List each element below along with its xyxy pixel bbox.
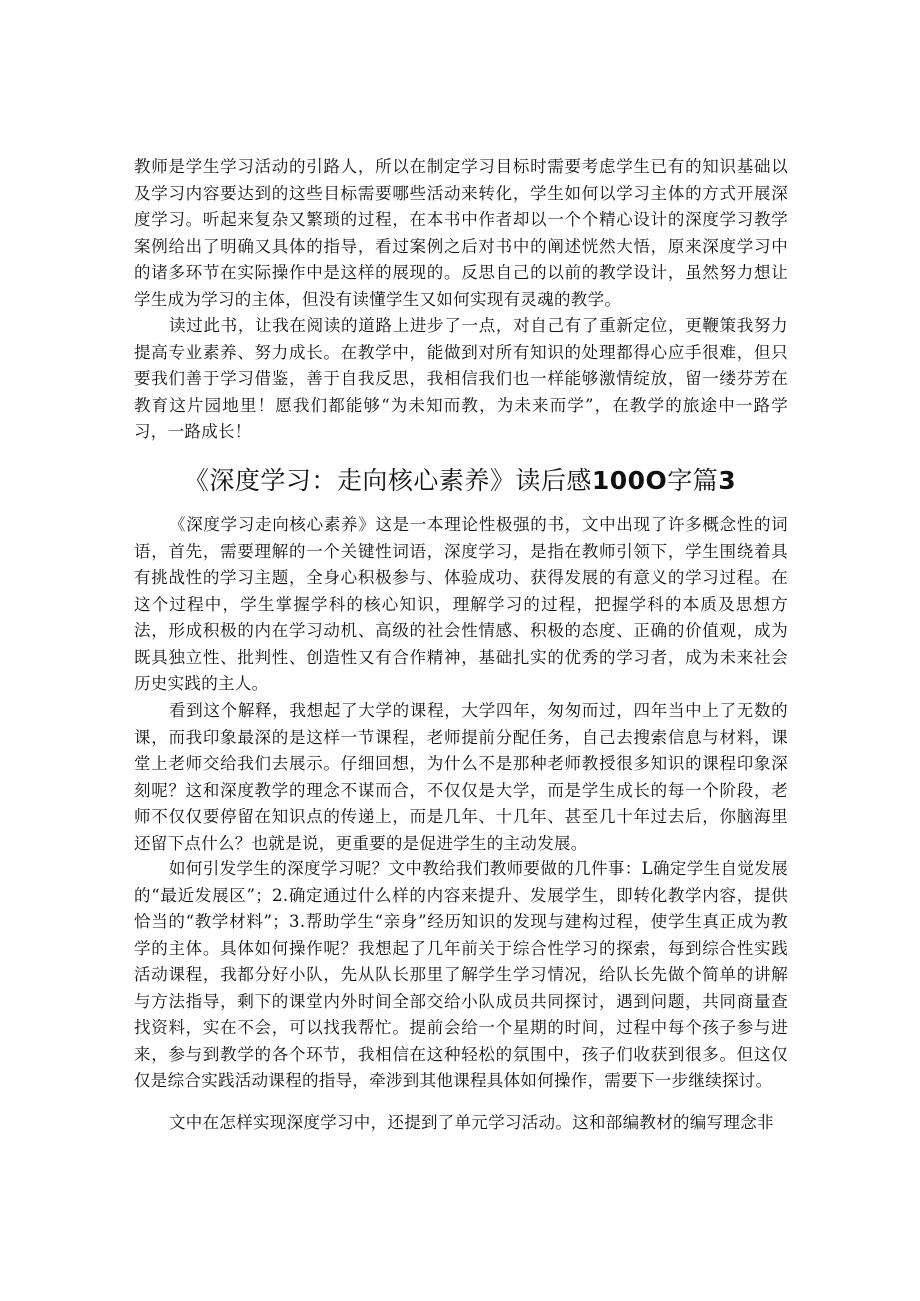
heading-prefix: 《深度学习：走向核心素养》读后感 [183, 466, 592, 495]
paragraph-4: 看到这个解释，我想起了大学的课程，大学四年，匆匆而过，四年当中上了无数的课，而我印象最深的是这样一节课程，老师提前分配任务，自己去搜索信息与材料，课堂上老师交给我们去展示。仔细回想，为什么不是那种老师教授很多知识的课程印象深刻呢？这和深度教学的理念不谋而合，不仅仅是大学，而是学生成长的每一个阶段，老师不仅仅要停留在知识点的传递上，而是几年、十几年、甚至几十年过去后，你脑海里还留下点什么？也就是说，更重要的是促进学生的主动发展。 [134, 701, 788, 853]
heading-middle: 字篇 [667, 466, 719, 495]
paragraph-6: 文中在怎样实现深度学习中，还提到了单元学习活动。这和部编教材的编写理念非 [169, 1113, 774, 1132]
paragraph-3: 《深度学习走向核心素养》这是一本理论性极强的书，文中出现了许多概念性的词语，首先，需要理解的一个关键性词语，深度学习，是指在教师引领下，学生围绕着具有挑战性的学习主题，全身心积极参与、体验成功、获得发展的有意义的学习过程。在这个过程中，学生掌握学科的核心知识，理解学习的过程，把握学科的本质及思想方法，形成积极的内在学习动机、高级的社会性情感、积极的态度、正确的价值观，成为既具独立性、批判性、创造性又有合作精神，基础扎实的优秀的学习者，成为未来社会历史实践的主人。 [134, 515, 788, 693]
heading-suffix: 3 [718, 466, 737, 495]
section-heading [0, 461, 920, 497]
paragraph-5: 如何引发学生的深度学习呢？文中教给我们教师要做的几件事：L确定学生自觉发展的“最近发展区”；2.确定通过什么样的内容来提升、发展学生，即转化教学内容，提供恰当的“教学材料”；3.帮助学生“亲身”经历知识的发现与建构过程，使学生真正成为教学的主体。具体如何操作呢？我想起了几年前关于综合性学习的探索，每到综合性实践活动课程，我都分好小队，先从队长那里了解学生学习情况，给队长先做个简单的讲解与方法指导，剩下的课堂内外时间全部交给小队成员共同探讨，遇到问题，共同商量查找资料，实在不会，可以找我帮忙。提前会给一个星期的时间，过程中每个孩子参与进来，参与到教学的各个环节，我相信在这种轻松的氛围中，孩子们收获到很多。但这仅仅是综合实践活动课程的指导，牵涉到其他课程具体如何操作，需要下一步继续探讨。 [134, 859, 788, 1090]
paragraph-1: 教师是学生学习活动的引路人，所以在制定学习目标时需要考虑学生已有的知识基础以及学习内容要达到的这些目标需要哪些活动来转化，学生如何以学习主体的方式开展深度学习。听起来复杂又繁琐的过程，在本书中作者却以一个个精心设计的深度学习教学案例给出了明确又具体的指导，看过案例之后对书中的阐述恍然大悟，原来深度学习中的诸多环节在实际操作中是这样的展现的。反思自己的以前的教学设计，虽然努力想让学生成为学习的主体，但没有读懂学生又如何实现有灵魂的教学。 [134, 157, 788, 309]
paragraph-2: 读过此书，让我在阅读的道路上进步了一点，对自己有了重新定位，更鞭策我努力提高专业素养、努力成长。在教学中，能做到对所有知识的处理都得心应手很难，但只要我们善于学习借鉴，善于自我反思，我相信我们也一样能够激情绽放，留一缕芬芳在教育这片园地里！愿我们都能够“为未知而教，为未来而学”，在教学的旅途中一路学习，一路成长！ [134, 316, 788, 441]
heading-number: 100O [591, 466, 668, 495]
